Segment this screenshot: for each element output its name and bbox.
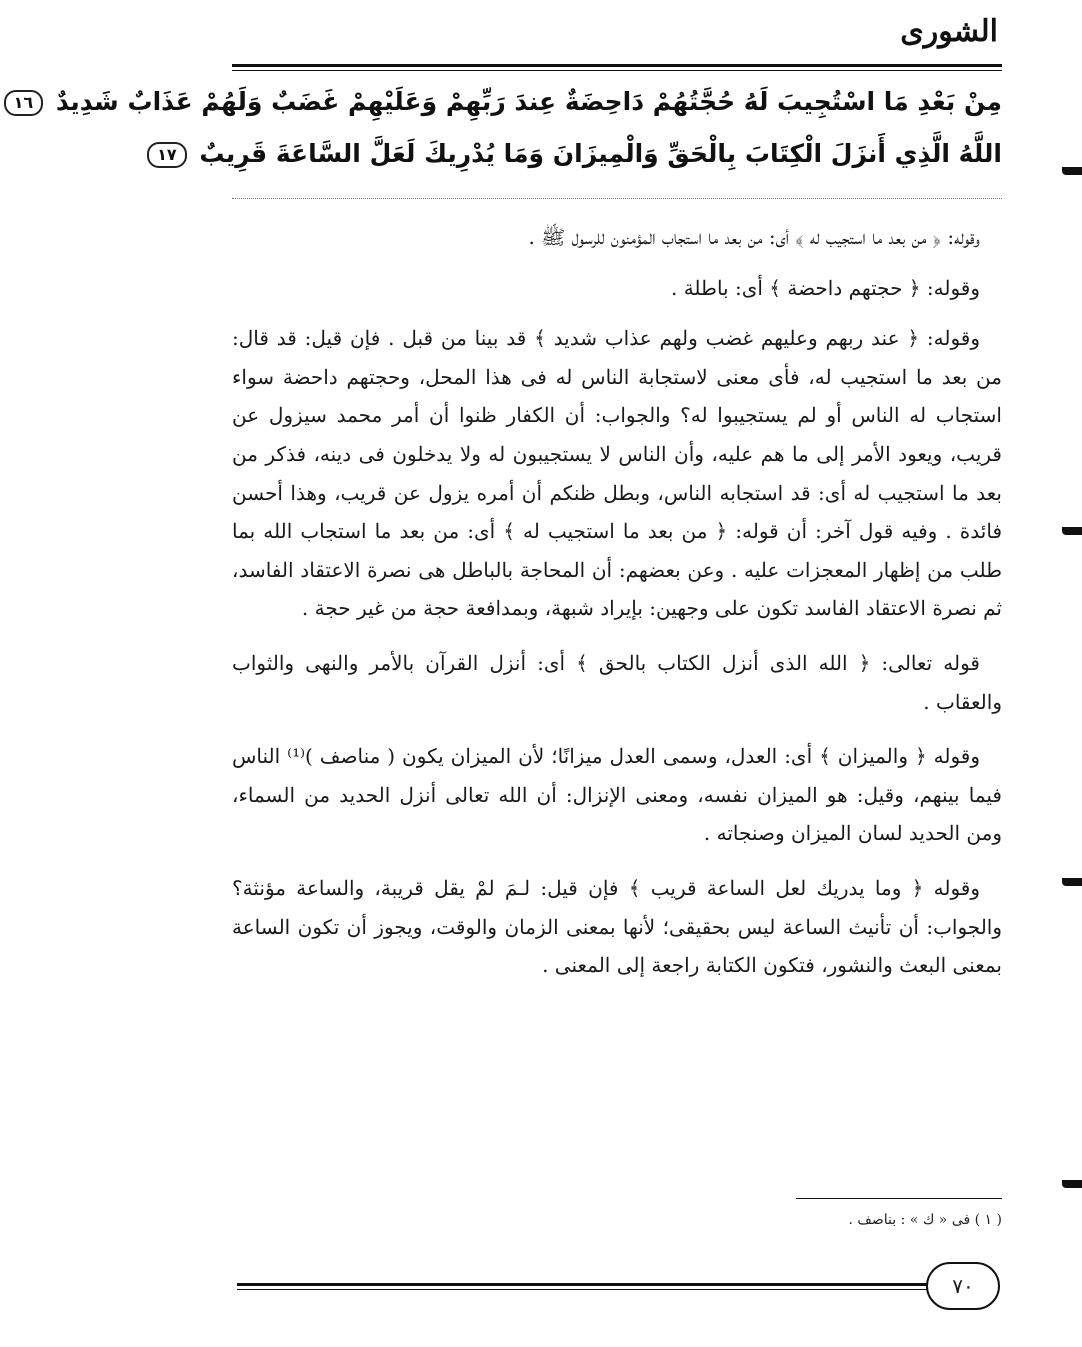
quran-verse-block [13, 76, 1002, 180]
binding-mark [1062, 527, 1082, 535]
ayah-number-17: ١٧ [147, 142, 187, 168]
commentary-paragraph-6: وقوله ﴿ وما يدريك لعل الساعة قريب ﴾ فإن قيل: لـمَ لمْ يقل قريبة، والساعة مؤنثة؟ والجواب: أن تأنيث الساعة ليس بحقيقى؛ لأنها بمعنى الزمان والوقت، ويجوز أن تكون الساعة بمعنى البعث والنشور، فتكون الكتابة راجعة إلى المعنى . [232, 875, 1002, 978]
commentary-paragraph-3: وقوله: ﴿ عند ربهم وعليهم غضب ولهم عذاب شديد ﴾ قد بينا من قبل . فإن قيل: قد قال: من بعد ما استجيب له، فأى معنى لاستجابة الناس له فى هذا المحل، وحجتهم داحضة سواء استجاب له الناس أو لم يستجيبوا له؟ والجواب: أن الكفار ظنوا أن أمر محمد سيزول عن قريب، ويعود الأمر إلى ما هم عليه، وأن الناس لا يستجيبون له ولا يدخلون فى دينه، فذكر من بعد ما استجيب له أى: قد استجابه الناس، وبطل ظنكم أن أمره يزول عن قريب، وهذا أحسن فائدة . وفيه قول آخر: أن قوله: ﴿ من بعد ما استجيب له ﴾ أى: من بعد ما استجاب الله بما طلب من إظهار المعجزات عليه . وعن بعضهم: أن المحاجة بالباطل هى نصرة الاعتقاد الفاسد، ثم نصرة الاعتقاد الفاسد تكون على وجهين: بإيراد شبهة، وبمدافعة حجة من غير حجة . [232, 326, 1002, 621]
verse-text-2: اللَّهُ الَّذِي أَنزَلَ الْكِتَابَ بِالْحَقِّ وَالْمِيزَانَ وَمَا يُدْرِيكَ لَعَلَّ السَّاعَةَ قَرِيبٌ [199, 139, 1002, 168]
verse-line-1 [13, 76, 1002, 128]
commentary-paragraph-1: وقوله: ﴿ من بعد ما استجيب له ﴾ أى: من بعد ما استجاب المؤمنون للرسول ﷺ . [528, 225, 980, 249]
footnote: ( ١ ) فى « ك » : بناصف . [848, 1212, 1002, 1228]
verse-text-1: مِنْ بَعْدِ مَا اسْتُجِيبَ لَهُ حُجَّتُهُمْ دَاحِضَةٌ عِندَ رَبِّهِمْ وَعَلَيْهِمْ غَضَبٌ وَلَهُمْ عَذَابٌ شَدِيدٌ [55, 87, 1002, 116]
ayah-number-16: ١٦ [4, 90, 44, 116]
footer-rule [237, 1283, 927, 1286]
page-number: ٧٠ [926, 1262, 1000, 1310]
binding-mark [1062, 878, 1082, 886]
footnote-separator [796, 1198, 1002, 1199]
book-page [13, 0, 1082, 1347]
surah-title: الشورى [900, 14, 998, 49]
commentary-paragraph-4: قوله تعالى: ﴿ الله الذى أنزل الكتاب بالحق ﴾ أى: أنزل القرآن بالأمر والنهى والثواب والعقاب . [232, 650, 1002, 714]
commentary-paragraph-2: وقوله: ﴿ حجتهم داحضة ﴾ أى: باطلة . [670, 275, 980, 300]
header-rule [232, 64, 1002, 67]
verse-line-2 [157, 128, 1002, 180]
binding-mark [1062, 167, 1082, 175]
commentary-paragraph-5: وقوله ﴿ والميزان ﴾ أى: العدل، وسمى العدل ميزانًا؛ لأن الميزان يكون ( مناصف )⁽¹⁾ الناس فيما بينهم، وقيل: هو الميزان نفسه، ومعنى الإنزال: أن الله تعالى أنزل الحديد من السماء، ومن الحديد لسان الميزان وصنجاته . [232, 744, 1002, 846]
verse-separator [232, 198, 1002, 199]
binding-mark [1062, 1180, 1082, 1188]
tafsir-commentary [232, 218, 1002, 1001]
